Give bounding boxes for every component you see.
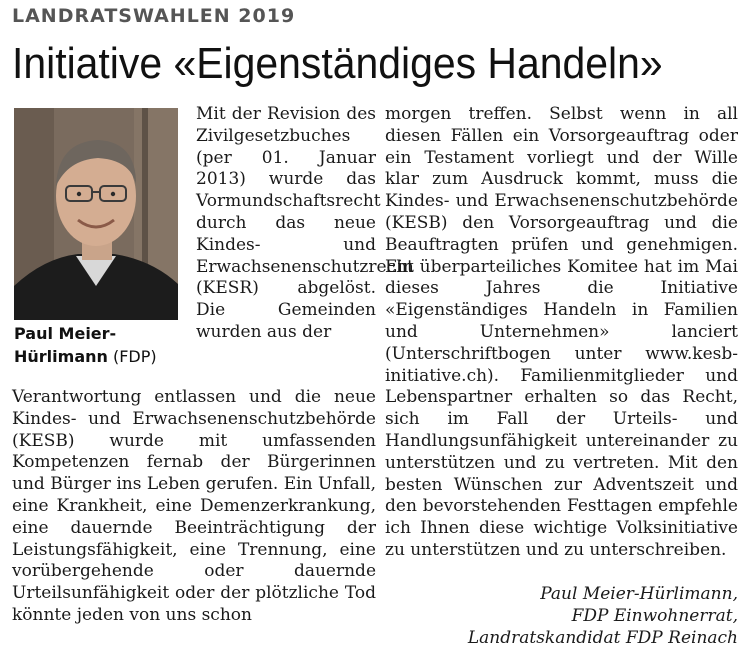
section-kicker: LANDRATSWAHLEN 2019 [12, 5, 296, 27]
author-photo [14, 108, 178, 320]
article-column-a: Mit der Revision des Zivilgesetzbuches (per 01. Januar 2013) wurde das Vormundschaftsrecht durch das neue Kindes- und Erwachsenenschutzrecht (KESR) abgelöst. Die Gemeinden wurden aus der [196, 104, 414, 342]
signature-block [385, 583, 738, 649]
headline: Initiative «Eigenständiges Handeln» [12, 39, 663, 88]
caption-name-line2: Hürlimann [14, 347, 108, 366]
photo-caption [14, 322, 184, 368]
article-column-b: Verantwortung entlassen und die neue Kindes- und Erwachsenenschutzbehörde (KESB) wurde mit umfassenden Kompetenzen fernab der Bürgerinnen und Bürger ins Leben gerufen. Ein Unfall, eine Krankheit, eine Demenzerkrankung, eine dauernde Beeinträchtigung der Leistungsfähigkeit, eine Trennung, eine vorübergehende oder dauernde Urteilsunfähigkeit oder der plötzliche Tod könnte jeden von uns schon [12, 387, 376, 625]
caption-party: (FDP) [112, 347, 157, 366]
signature-name: Paul Meier-Hürlimann, [540, 584, 738, 604]
article-column-c: morgen treffen. Selbst wenn in all diesen Fällen ein Vorsorgeauftrag oder ein Testament vorliegt und der Wille klar zum Ausdruck kommt, muss die Kindes- und Erwachsenenschutzbehörde (KESB) den Vorsorgeauftrag und die Beauftragten prüfen und genehmigen. Ein überparteiliches Komitee hat im Mai dieses Jahres die Initiative «Eigenständiges Handeln in Familien und Unternehmen» lanciert (Unterschriftbogen unter www.kesb-initiative.ch). Familienmitglieder und Lebenspartner erhalten so das Recht, sich im Fall der Urteils- und Handlungsunfähigkeit untereinander zu unterstützen und zu vertreten. Mit den besten Wünschen zur Adventszeit und den bevorstehenden Festtagen empfehle ich Ihnen diese wichtige Volksinitiative zu unterstützen und zu unterschreiben. [385, 104, 738, 560]
signature-candidacy: Landratskandidat FDP Reinach [467, 628, 738, 648]
caption-name-line1: Paul Meier- [14, 324, 117, 343]
signature-role: FDP Einwohnerrat, [571, 606, 738, 626]
